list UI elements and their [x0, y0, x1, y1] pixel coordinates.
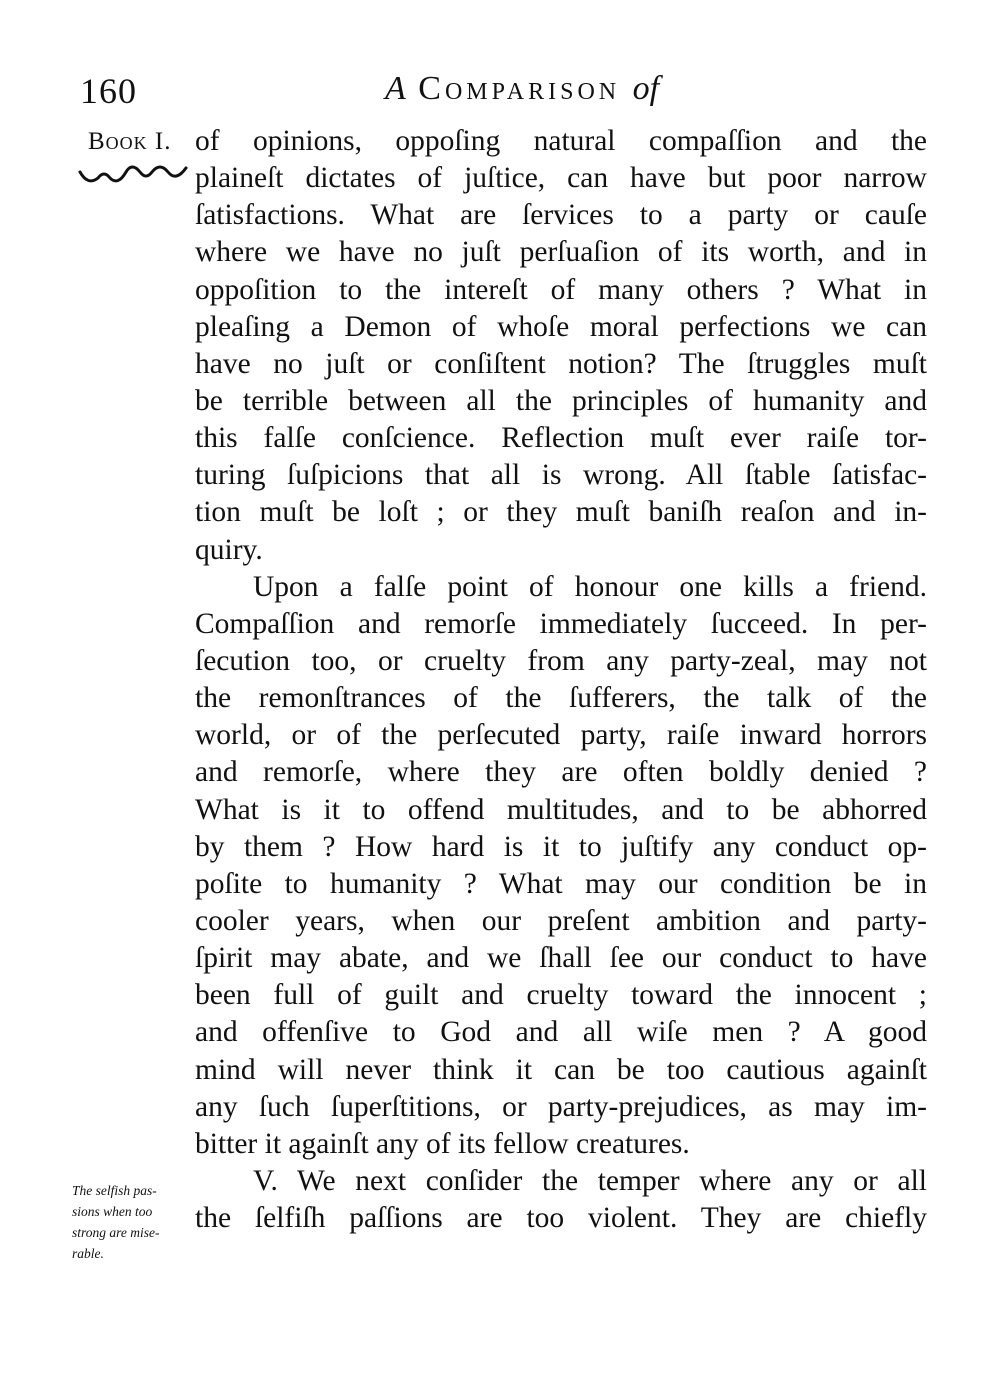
margin-note-line: strong are mise- — [72, 1225, 160, 1240]
text-line: oppoſition to the intereſt of many others ? What in — [195, 273, 927, 306]
text-line: this falſe conſcience. Reflection muſt ever raiſe tor- — [195, 422, 927, 455]
text-line: plaineſt dictates of juſtice, can have but poor narrow — [195, 162, 927, 195]
text-line: Upon a falſe point of honour one kills a friend. — [253, 570, 927, 603]
text-line: pleaſing a Demon of whoſe moral perfections we can — [195, 310, 927, 343]
running-head-initial: A — [385, 70, 406, 107]
text-line: world, or of the perſecuted party, raiſe inward horrors — [195, 719, 927, 752]
text-line: any ſuch ſuperſtitions, or party-prejudices, as may im- — [195, 1090, 927, 1123]
text-line: the ſelfiſh paſſions are too violent. They are chiefly — [195, 1202, 927, 1235]
text-line: be terrible between all the principles of humanity and — [195, 384, 927, 417]
text-line: have no juſt or conſiſtent notion? The ſtruggles muſt — [195, 347, 927, 380]
running-head — [385, 70, 659, 108]
book-label: Book I. — [88, 128, 172, 155]
margin-note — [72, 1180, 190, 1264]
text-line: cooler years, when our preſent ambition and party- — [195, 904, 927, 937]
text-line: ſecution too, or cruelty from any party-zeal, may not — [195, 644, 927, 677]
running-head-of: of — [632, 70, 660, 107]
text-line: tion muſt be loſt ; or they muſt baniſh reaſon and in- — [195, 496, 927, 529]
text-line: turing ſuſpicions that all is wrong. All ſtable ſatisfac- — [195, 459, 927, 492]
margin-note-line: sions when too — [72, 1204, 153, 1219]
text-line: ſatisfactions. What are ſervices to a party or cauſe — [195, 199, 927, 232]
text-line: quiry. — [195, 533, 263, 566]
text-line: and offenſive to God and all wiſe men ? A good — [195, 1016, 927, 1049]
margin-note-line: The selfish pas- — [72, 1183, 157, 1198]
text-line: Compaſſion and remorſe immediately ſucceed. In per- — [195, 607, 927, 640]
text-line: V. We next conſider the temper where any or all — [253, 1164, 927, 1197]
running-head-title: Comparison — [418, 70, 621, 107]
text-line: bitter it againſt any of its fellow creatures. — [195, 1127, 690, 1160]
ornament-icon — [78, 160, 188, 190]
text-line: poſite to humanity ? What may our condition be in — [195, 867, 927, 900]
text-line: of opinions, oppoſing natural compaſſion and the — [195, 125, 927, 157]
text-line: been full of guilt and cruelty toward the innocent ; — [195, 979, 927, 1012]
text-line: and remorſe, where they are often boldly denied ? — [195, 756, 927, 789]
page-number: 160 — [80, 71, 137, 111]
text-line: mind will never think it can be too cautious againſt — [195, 1053, 927, 1086]
text-line: where we have no juſt perſuaſion of its worth, and in — [195, 236, 927, 269]
body-text — [195, 123, 927, 1237]
text-line: ſpirit may abate, and we ſhall ſee our conduct to have — [195, 942, 927, 975]
text-line: by them ? How hard is it to juſtify any conduct op- — [195, 830, 927, 863]
text-line: What is it to offend multitudes, and to be abhorred — [195, 793, 927, 826]
text-line: the remonſtrances of the ſufferers, the talk of the — [195, 682, 927, 715]
margin-note-line: rable. — [72, 1246, 104, 1261]
